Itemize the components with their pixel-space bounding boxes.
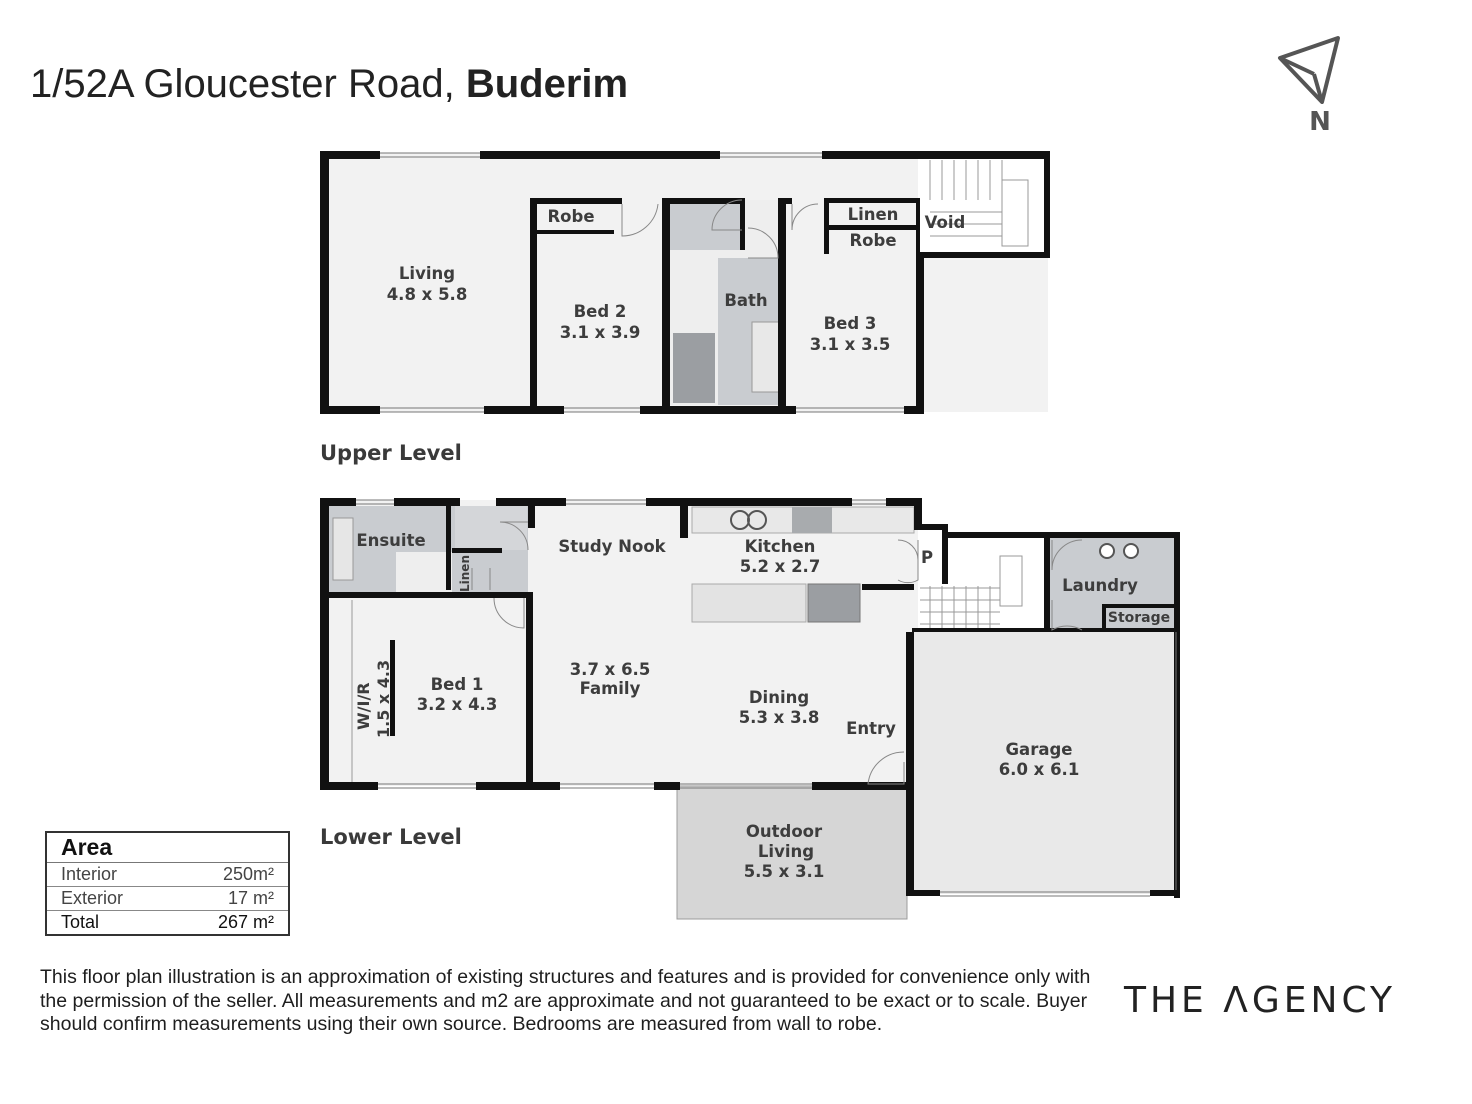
area-row-label: Interior xyxy=(61,864,118,884)
room-label-linen-lower: Linen xyxy=(458,555,472,592)
room-size-garage: 6.0 x 6.1 xyxy=(998,760,1080,779)
room-label-bed2: Bed 2 xyxy=(573,302,627,321)
room-label-robe-upper: Robe xyxy=(547,207,595,226)
room-label-outdoor-1: Outdoor xyxy=(745,822,823,841)
room-size-dining: 5.3 x 3.8 xyxy=(738,708,820,727)
room-label-dining: Dining xyxy=(748,688,810,707)
room-size-living: 4.8 x 5.8 xyxy=(386,285,468,304)
room-label-bed3: Bed 3 xyxy=(823,314,877,333)
area-row-label: Total xyxy=(61,912,100,932)
area-table xyxy=(45,831,290,936)
brand-logo: THE ΛGENCY xyxy=(1124,980,1396,1021)
room-label-robe-bed3: Robe xyxy=(849,231,897,250)
room-label-outdoor-2: Living xyxy=(757,842,815,861)
room-label-study-nook: Study Nook xyxy=(558,537,666,556)
area-row-value: 267 m² xyxy=(217,912,274,932)
room-label-family: Family xyxy=(579,679,641,698)
area-row-exterior xyxy=(47,887,288,911)
room-label-bed1: Bed 1 xyxy=(430,675,484,694)
north-label: N xyxy=(1309,107,1331,137)
address-street: 1/52A Gloucester Road, xyxy=(30,62,455,106)
room-size-bed2: 3.1 x 3.9 xyxy=(559,323,641,342)
address-suburb: Buderim xyxy=(465,62,629,106)
room-label-laundry: Laundry xyxy=(1062,576,1138,595)
area-row-value: 250m² xyxy=(222,864,274,884)
room-label-pantry: P xyxy=(920,548,934,567)
area-table-heading: Area xyxy=(47,833,288,863)
room-size-bed3: 3.1 x 3.5 xyxy=(809,335,891,354)
room-label-ensuite: Ensuite xyxy=(356,531,426,550)
room-label-bath: Bath xyxy=(724,291,768,310)
disclaimer-text: This floor plan illustration is an approximation of existing structures and features and is provided for convenience only with the permission of the seller. All measurements and m2 are approximate and not guaranteed to be exact or to scale. Buyer should confirm measurements using their own source. Bedrooms are measured from wall to robe. xyxy=(40,966,1091,1035)
room-size-bed1: 3.2 x 4.3 xyxy=(416,695,498,714)
room-label-entry: Entry xyxy=(846,719,896,738)
room-size-outdoor: 5.5 x 3.1 xyxy=(743,862,825,881)
room-label-wir: W/I/R xyxy=(354,682,373,730)
room-size-wir: 1.5 x 4.3 xyxy=(374,659,393,738)
room-label-kitchen: Kitchen xyxy=(744,537,816,556)
room-label-void: Void xyxy=(924,213,966,232)
room-label-linen-upper: Linen xyxy=(847,205,899,224)
area-row-label: Exterior xyxy=(61,888,124,908)
room-size-kitchen: 5.2 x 2.7 xyxy=(739,557,821,576)
room-label-storage: Storage xyxy=(1107,610,1171,626)
room-size-family: 3.7 x 6.5 xyxy=(569,660,651,679)
room-label-living: Living xyxy=(398,264,456,283)
area-row-interior xyxy=(47,863,288,887)
upper-level-label: Upper Level xyxy=(320,441,462,465)
room-label-garage: Garage xyxy=(1005,740,1073,759)
lower-level-label: Lower Level xyxy=(320,825,462,849)
area-row-total xyxy=(47,911,288,934)
area-row-value: 17 m² xyxy=(227,888,274,908)
